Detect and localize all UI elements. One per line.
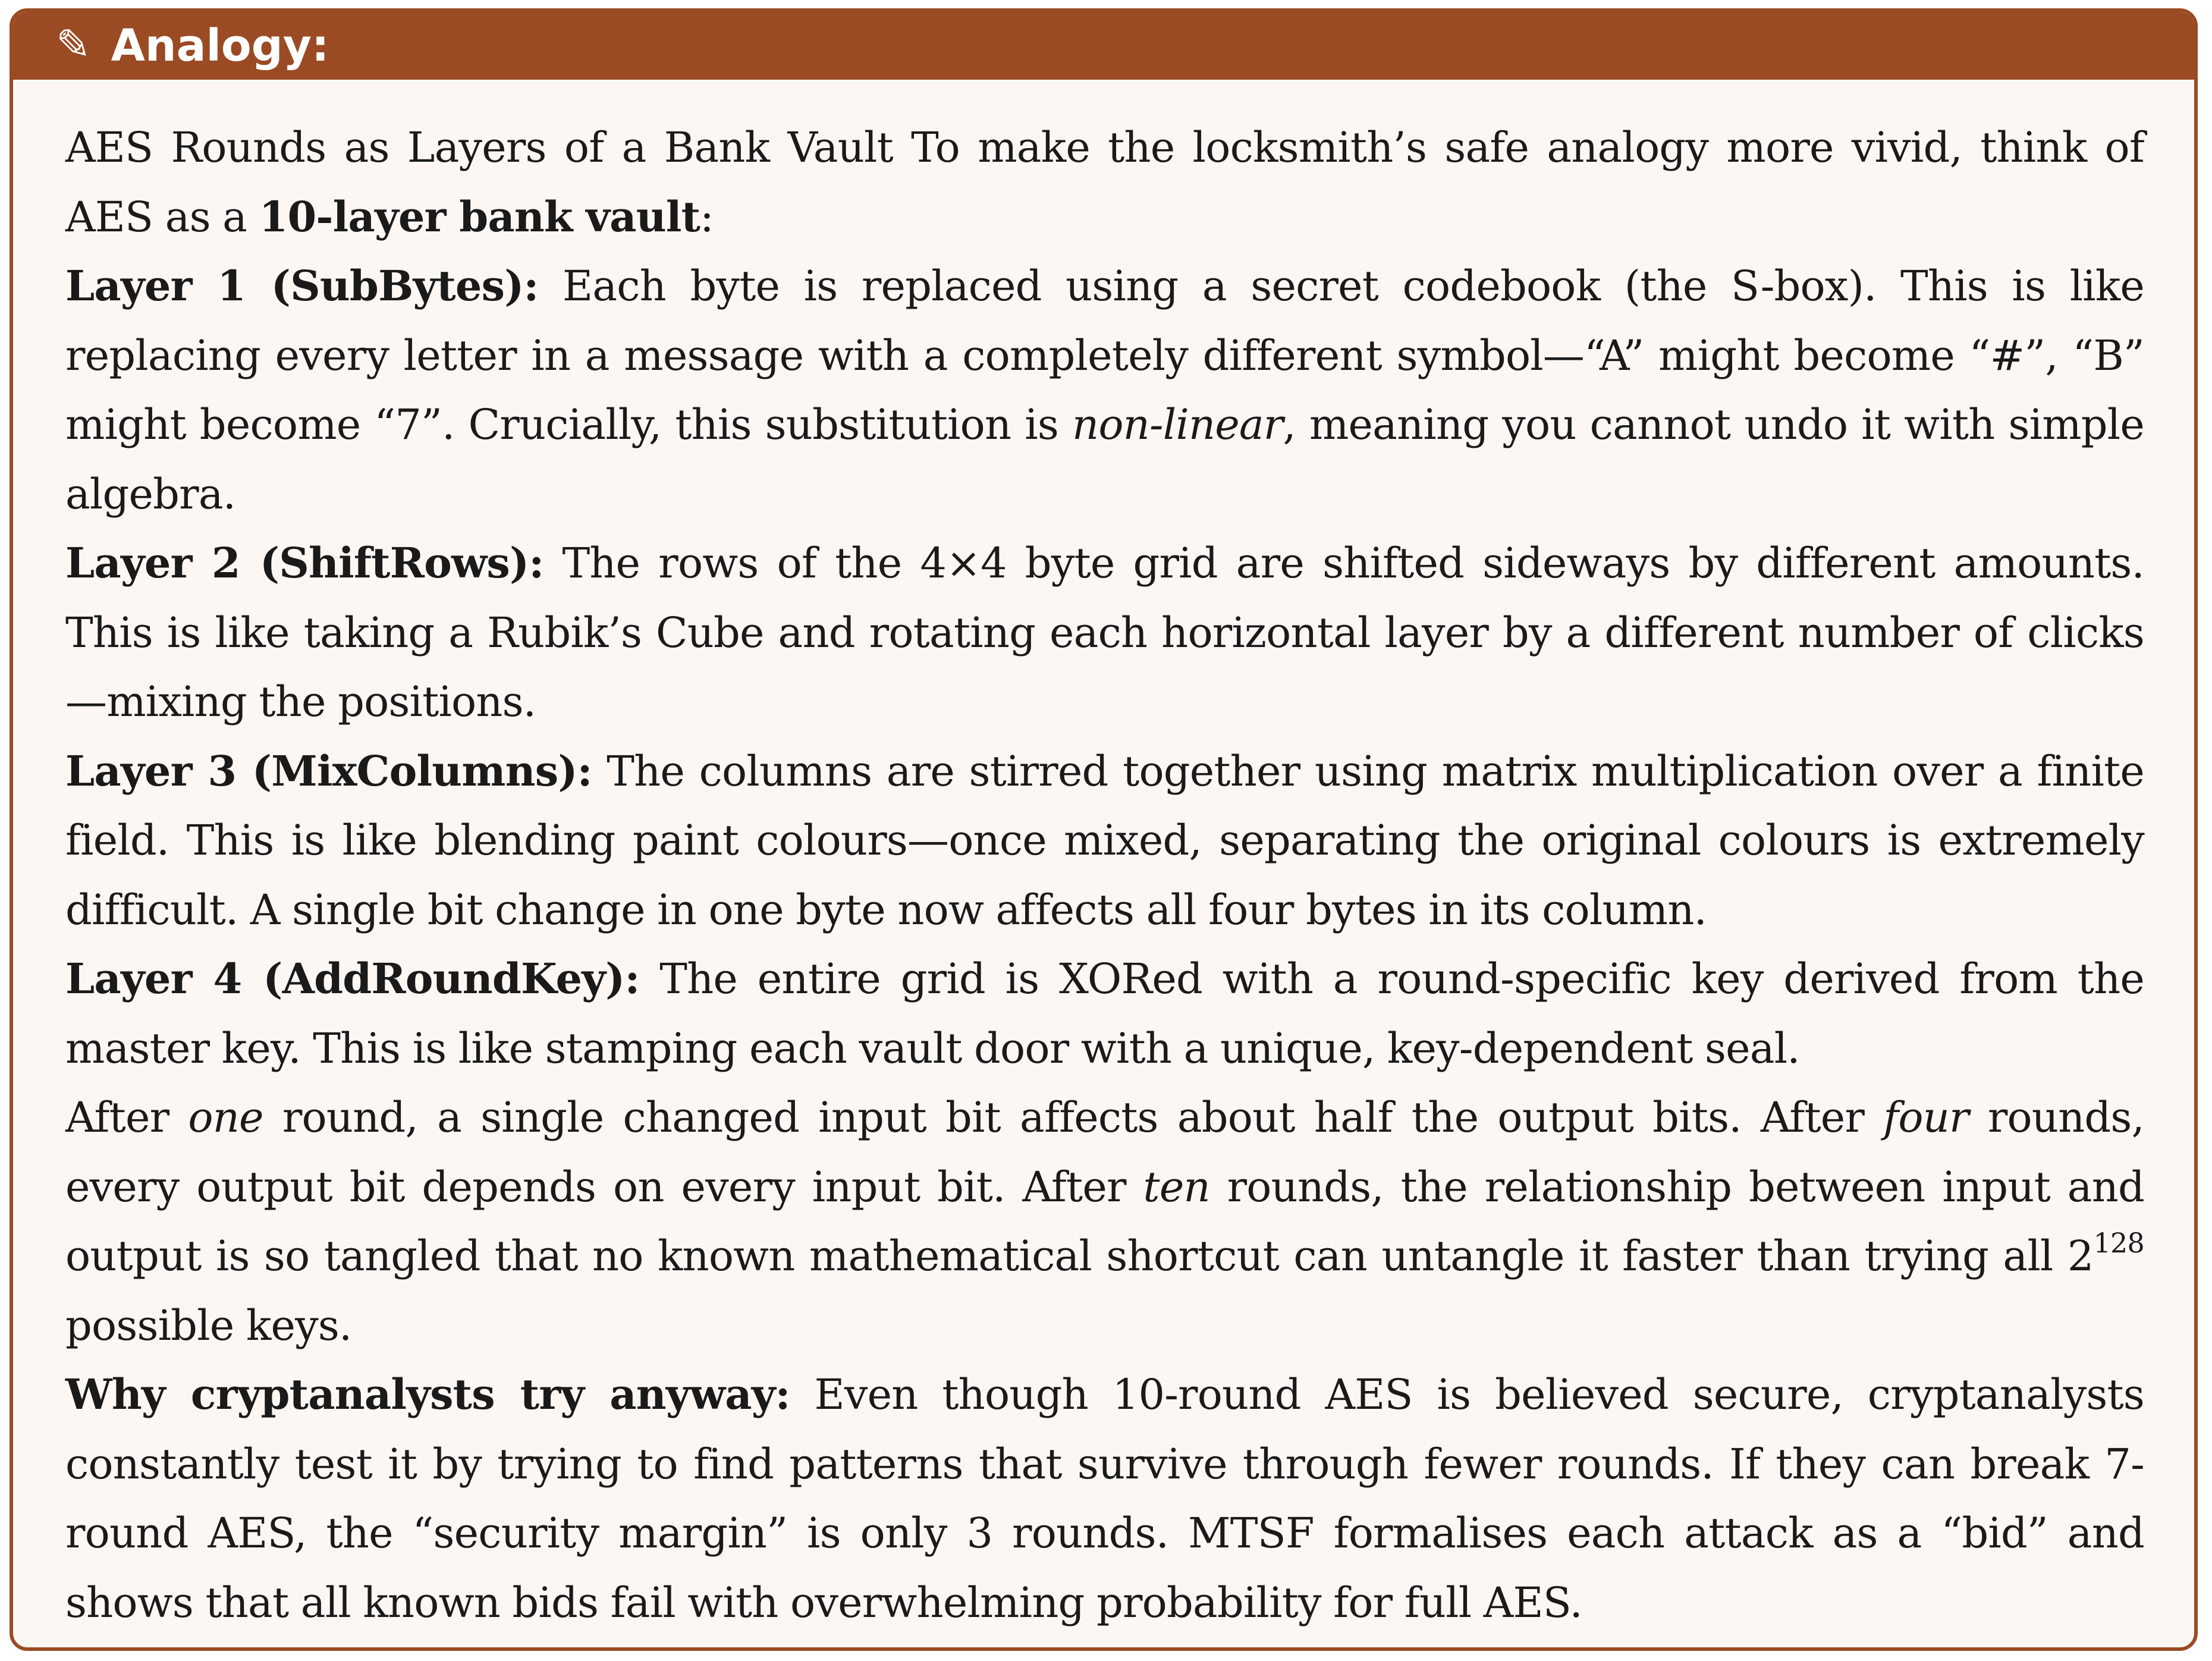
layer-1-label: Layer 1 (SubBytes): [65, 261, 539, 310]
power-base: 2 [2067, 1232, 2094, 1280]
analogy-box [10, 8, 2198, 1651]
intro-paragraph: AES Rounds as Layers of a Bank Vault To make the locksmith’s safe analogy more vivid, think of AES as a 10-layer bank vault: [65, 123, 2144, 241]
layer-1-italic: non-linear [1072, 400, 1283, 449]
layer-4-paragraph: Layer 4 (AddRoundKey): The entire grid is XORed with a round-specific key derived from the master key. This is like stamping each vault door with a unique, key-dependent seal. [65, 954, 2144, 1073]
layer-3-paragraph: Layer 3 (MixColumns): The columns are stirred together using matrix multiplication over a finite field. This is like blending paint colours—once mixed, separating the original colours is extremely difficult. A single bit change in one byte now affects all four bytes in its column. [65, 746, 2144, 934]
layer-1-paragraph: Layer 1 (SubBytes): Each byte is replaced using a secret codebook (the S-box). This is like replacing every letter in a message with a completely different symbol—“A” might become “#”, “B” might become “7”. Crucially, this substitution is non-linear, meaning you cannot undo it with simple algebra. [65, 261, 2144, 519]
analogy-header [13, 12, 2194, 80]
why-label: Why cryptanalysts try anyway: [65, 1370, 790, 1419]
layer-4-label: Layer 4 (AddRoundKey): [65, 954, 640, 1003]
pencil-icon: ✎ [56, 20, 91, 69]
analogy-title: Analogy: [111, 20, 329, 71]
intro-bold: 10-layer bank vault [259, 191, 700, 241]
power-exponent: 128 [2093, 1226, 2144, 1259]
layer-2-label: Layer 2 (ShiftRows): [65, 538, 544, 588]
layer-3-label: Layer 3 (MixColumns): [65, 746, 592, 796]
why-paragraph: Why cryptanalysts try anyway: Even though 10-round AES is believed secure, cryptanalysts constantly test it by trying to find patterns that survive through fewer rounds. If they can break 7-round AES, the “security margin” is only 3 rounds. MTSF formalises each attack as a “bid” and shows that all known bids fail with overwhelming probability for full AES. [65, 1370, 2144, 1627]
layer-2-paragraph: Layer 2 (ShiftRows): The rows of the 4×4 byte grid are shifted sideways by different amounts. This is like taking a Rubik’s Cube and rotating each horizontal layer by a different number of clicks—mixing the positions. [65, 538, 2144, 726]
rounds-paragraph: After one round, a single changed input bit affects about half the output bits. After four rounds, every output bit depends on every input bit. After ten rounds, the relationship between input and output is so tangled that no known mathematical shortcut can untangle it faster than trying all $2^{128}$ possible keys. [65, 1093, 2144, 1350]
analogy-content [13, 80, 2194, 1637]
